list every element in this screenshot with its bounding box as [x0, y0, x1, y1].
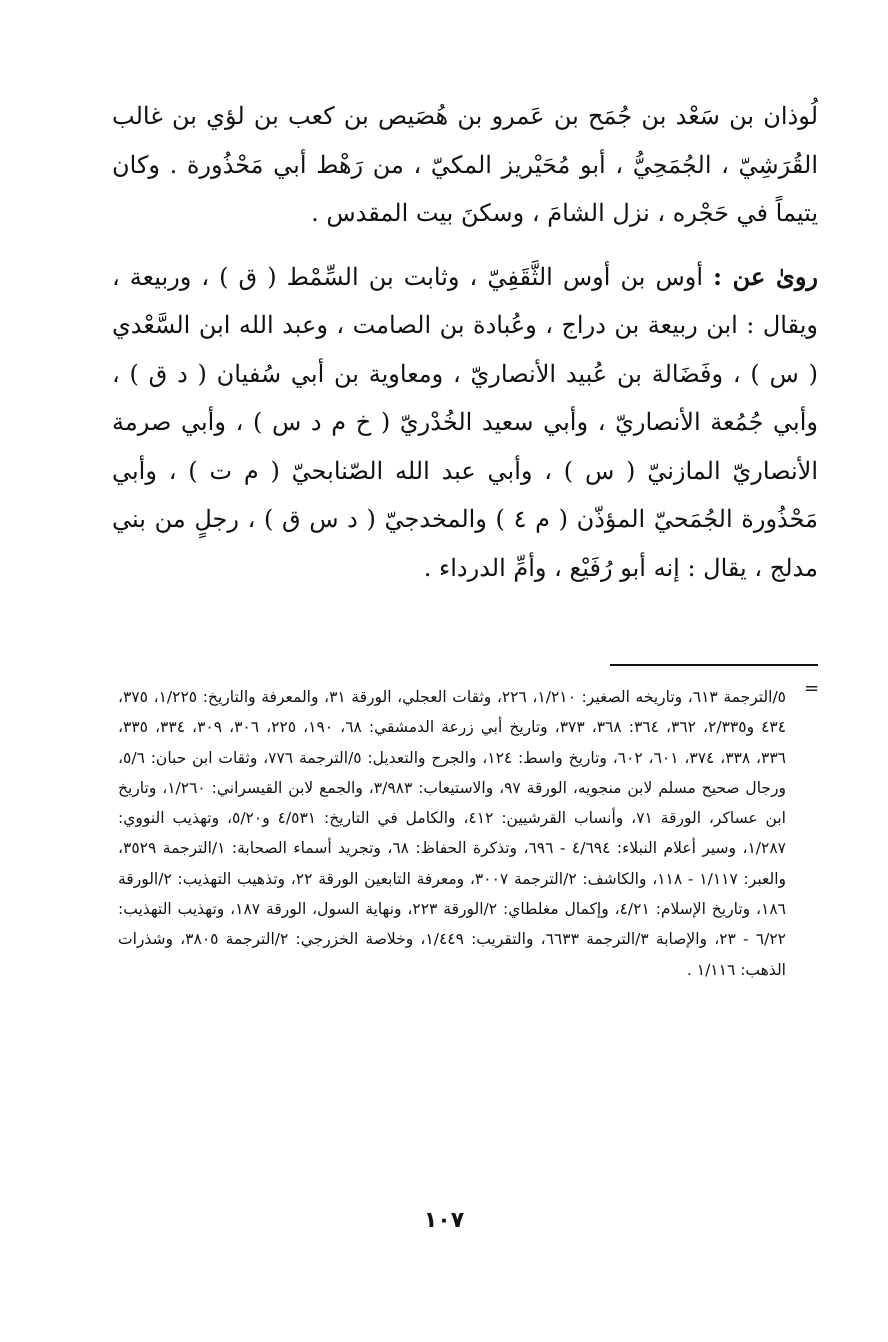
page-number: ١٠٧ [423, 1208, 465, 1233]
biography-paragraph: لُوذان بن سَعْد بن جُمَح بن عَمرو بن هُصَيص بن كعب بن لؤي بن غالب القُرَشِيّ ، الجُمَحِيُّ ، أبو مُحَيْريز المكيّ ، من رَهْط أبي مَحْذُورة . وكان يتيماً في حَجْره ، نزل الشامَ ، وسكنَ بيت المقدس . [112, 102, 818, 227]
narrators-paragraph [112, 253, 818, 593]
main-text-block [112, 92, 818, 592]
narrated-from-label: روىٰ عن : [713, 261, 819, 291]
footnote-divider [610, 664, 818, 666]
narrators-list: أوس بن أوس الثَّقَفِيّ ، وثابت بن السِّمْط ( ق ) ، وربيعة ، ويقال : ابن ربيعة بن دراج ، وعُبادة بن الصامت ، وعبد الله ابن السَّعْدي ( س ) ، وفَضَالة بن عُبيد الأنصاريّ ، ومعاوية بن أبي سُفيان ( د ق ) ، وأبي جُمُعة الأنصاريّ ، وأبي سعيد الخُدْريّ ( خ م د س ) ، وأبي صرمة الأنصاريّ المازنيّ ( س ) ، وأبي عبد الله الصّنابحيّ ( م ت ) ، وأبي مَحْذُورة الجُمَحيّ المؤذّن ( م ٤ ) والمخدجيّ ( د س ق ) ، رجلٍ من بني مدلج ، يقال : إنه أبو رُفَيْع ، وأمِّ الدرداء . [112, 262, 819, 582]
footnote-continuation-mark: = [804, 678, 820, 699]
footnote-references: ٥/الترجمة ٦١٣، وتاريخه الصغير: ١/٢١٠، ٢٢٦، وثقات العجلي، الورقة ٣١، والمعرفة والتاريخ: ١/٢٢٥، ٣٧٥، ٤٣٤ و٢/٣٣٥، ٣٦٢، ٣٦٤: ٣٦٨، ٣٧٣، وتاريخ أبي زرعة الدمشقي: ٦٨، ١٩٠، ٢٢٥، ٣٠٦، ٣٠٩، ٣٣٤، ٣٣٥، ٣٣٦، ٣٣٨، ٣٧٤، ٦٠١، ٦٠٢، وتاريخ واسط: ١٢٤، والجرح والتعديل: ٥/الترجمة ٧٧٦، وثقات ابن حبان: ٥/٦، ورجال صحيح مسلم لابن منجويه، الورقة ٩٧، والاستيعاب: ٣/٩٨٣، والجمع لابن القيسراني: ١/٢٦٠، وتاريخ ابن عساكر، الورقة ٧١، وأنساب القرشيين: ٤١٢، والكامل في التاريخ: ٤/٥٣١ و٥/٢٠، وتهذيب النووي: ١/٢٨٧، وسير أعلام النبلاء: ٤/٦٩٤ - ٦٩٦، وتذكرة الحفاظ: ٦٨، وتجريد أسماء الصحابة: ١/الترجمة ٣٥٢٩، والعبر: ١/١١٧ - ١١٨، والكاشف: ٢/الترجمة ٣٠٠٧، ومعرفة التابعين الورقة ٢٢، وتذهيب التهذيب: ٢/الورقة ١٨٦، وتاريخ الإسلام: ٤/٢١، وإكمال مغلطاي: ٢/الورقة ٢٢٣، ونهاية السول، الورقة ١٨٧، وتهذيب التهذيب: ٦/٢٢ - ٢٣، والإصابة ٣/الترجمة ٦٦٣٣، والتقريب: ١/٤٤٩، وخلاصة الخزرجي: ٢/الترجمة ٣٨٠٥، وشذرات الذهب: ١/١١٦ . [118, 688, 787, 979]
